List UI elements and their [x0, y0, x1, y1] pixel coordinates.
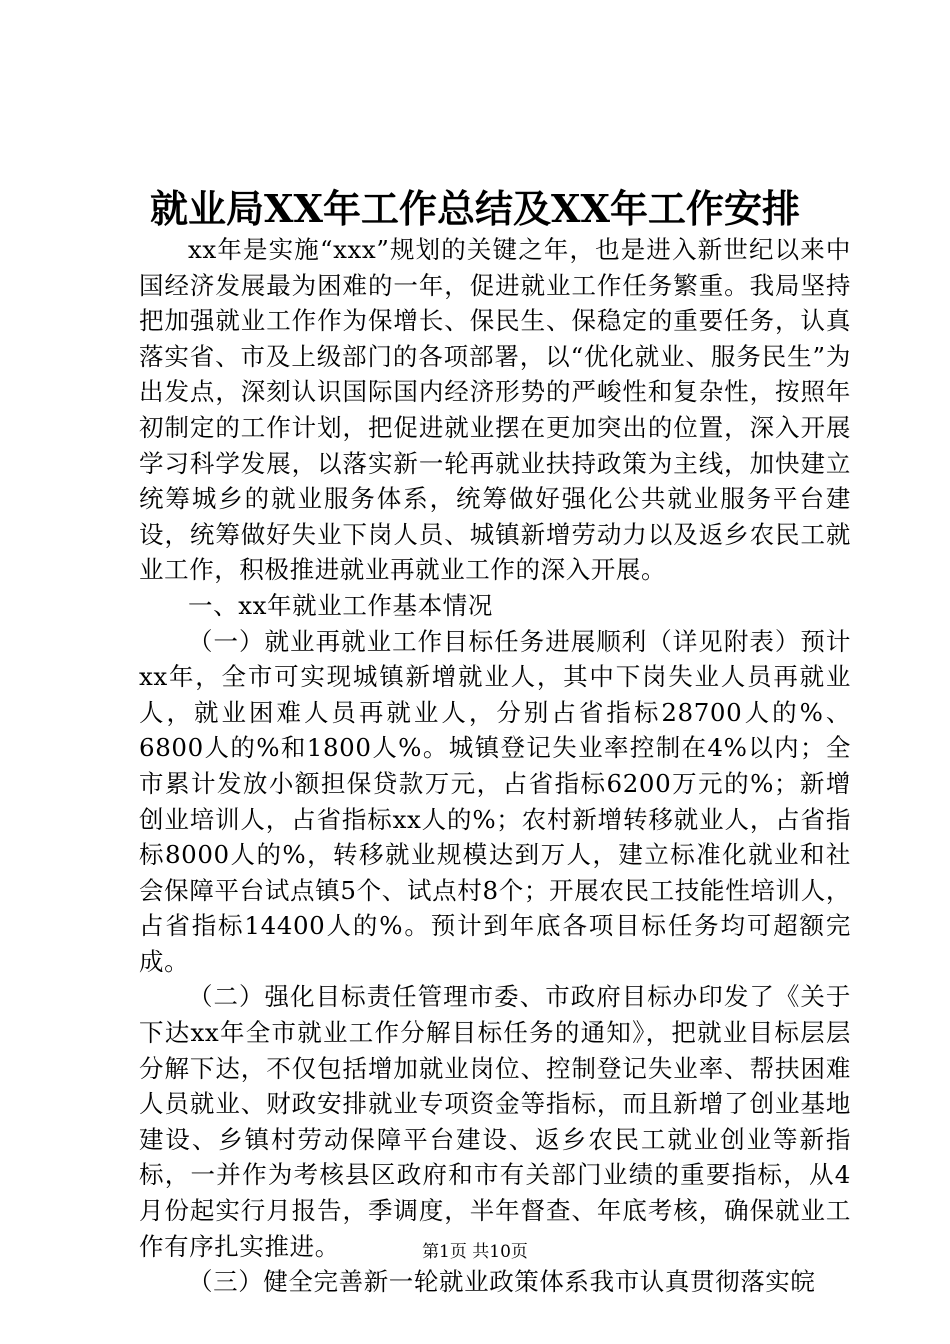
document-body — [139, 232, 851, 1300]
page-number: 第1页 共10页 — [422, 1242, 528, 1262]
section-heading: 一、xx年就业工作基本情况 — [188, 590, 493, 620]
section-paragraph-1: （一）就业再就业工作目标任务进展顺利（详见附表）预计xx年，全市可实现城镇新增就业人，其中下岗失业人员再就业人，就业困难人员再就业人，分别占省指标28700人的%、6800人的%和1800人%。城镇登记失业率控制在4%以内；全市累计发放小额担保贷款万元，占省指标6200万元的%；新增创业培训人，占省指标xx人的%；农村新增转移就业人，占省指标8000人的%，转移就业规模达到万人，建立标准化就业和社会保障平台试点镇5个、试点村8个；开展农民工技能性培训人，占省指标14400人的%。预计到年底各项目标任务均可超额完成。 — [139, 626, 851, 976]
section-paragraph-2: （二）强化目标责任管理市委、市政府目标办印发了《关于下达xx年全市就业工作分解目标任务的通知》，把就业目标层层分解下达，不仅包括增加就业岗位、控制登记失业率、帮扶困难人员就业、财政安排就业专项资金等指标，而且新增了创业基地建设、乡镇村劳动保障平台建设、返乡农民工就业创业等新指标，一并作为考核县区政府和市有关部门业绩的重要指标，从4月份起实行月报告，季调度，半年督查、年底考核，确保就业工作有序扎实推进。 — [139, 982, 851, 1261]
document-title: 就业局XX年工作总结及XX年工作安排 — [150, 186, 800, 232]
intro-paragraph: xx年是实施“xxx”规划的关键之年，也是进入新世纪以来中国经济发展最为困难的一年，促进就业工作任务繁重。我局坚持把加强就业工作作为保增长、保民生、保稳定的重要任务，认真落实省、市及上级部门的各项部署，以“优化就业、服务民生”为出发点，深刻认识国际国内经济形势的严峻性和复杂性，按照年初制定的工作计划，把促进就业摆在更加突出的位置，深入开展学习科学发展，以落实新一轮再就业扶持政策为主线，加快建立统筹城乡的就业服务体系，统筹做好强化公共就业服务平台建设，统筹做好失业下岗人员、城镇新增劳动力以及返乡农民工就业工作，积极推进就业再就业工作的深入开展。 — [139, 235, 851, 585]
section-paragraph-3: （三）健全完善新一轮就业政策体系我市认真贯彻落实皖 — [188, 1267, 816, 1297]
